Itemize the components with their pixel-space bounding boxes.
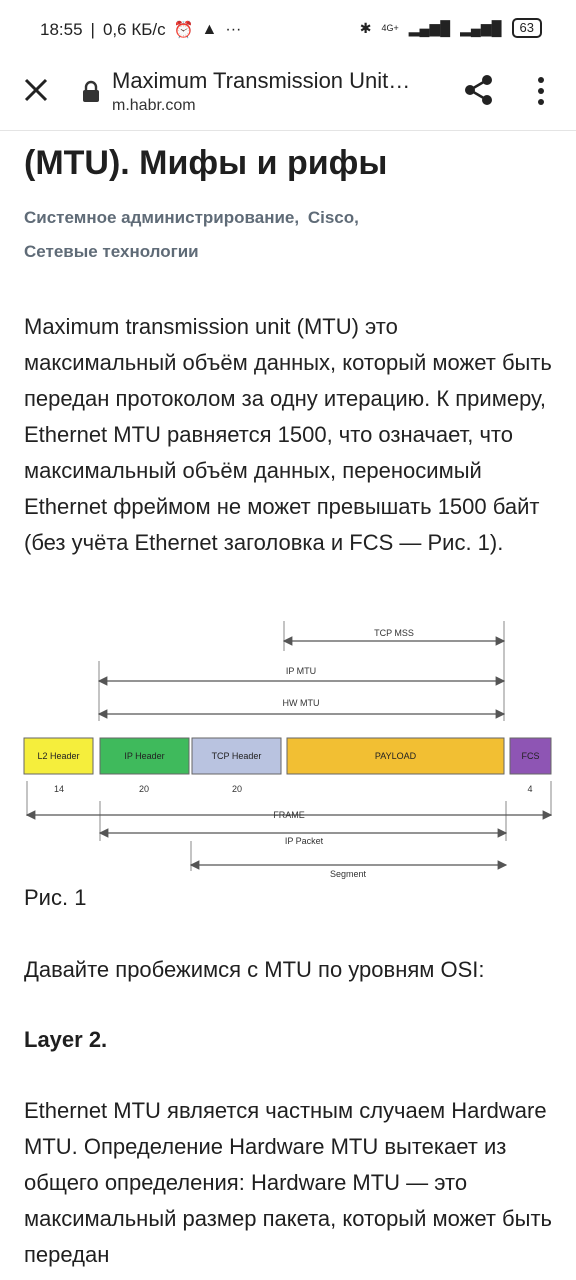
section-heading: Layer 2. xyxy=(24,1027,108,1052)
network-speed: 0,6 КБ/с xyxy=(102,20,166,39)
tag-link[interactable]: Cisco, xyxy=(307,208,359,227)
tag-link[interactable]: Сетевые технологии xyxy=(24,242,199,261)
article-title: (MTU). Мифы и рифы xyxy=(24,144,388,182)
ip-packet-label: IP Packet xyxy=(284,836,324,846)
frame-block-size: 4 xyxy=(527,784,533,794)
hw-mtu-label: HW MTU xyxy=(282,698,320,708)
alarm-icon: ⏰ xyxy=(173,22,194,39)
frame-block-label: L2 Header xyxy=(37,751,80,761)
lock-icon[interactable] xyxy=(82,81,100,103)
share-icon[interactable] xyxy=(464,74,494,106)
signal-icon-2: ▂▄▆█ xyxy=(460,19,502,36)
figure-caption: Рис. 1 xyxy=(24,885,87,910)
bluetooth-icon: ✱ xyxy=(359,19,372,36)
frame-block-label: PAYLOAD xyxy=(374,751,417,761)
frame-block-label: IP Header xyxy=(124,751,165,761)
tcp-mss-label: TCP MSS xyxy=(374,628,414,638)
more-notifications-icon: ··· xyxy=(225,21,242,38)
frame-label: FRAME xyxy=(273,810,305,820)
clock: 18:55 xyxy=(40,20,83,39)
frame-block-size: 14 xyxy=(53,784,65,794)
ip-mtu-label: IP MTU xyxy=(285,666,317,676)
more-menu-icon[interactable] xyxy=(535,76,547,106)
browser-toolbar xyxy=(0,62,576,128)
status-left: 18:55 | 0,6 КБ/с ⏰ ▲ ··· xyxy=(40,20,242,39)
battery-icon: 63 xyxy=(512,18,542,38)
frame-blocks xyxy=(24,738,551,794)
close-icon[interactable] xyxy=(22,76,50,104)
article-tags xyxy=(24,201,556,269)
article-paragraph: Maximum transmission unit (MTU) это максимальный объём данных, который может быть передан протоколом за одну итерацию. К примеру, Ethernet MTU равняется 1500, что означает, что максимальный объём данных, переносимый Ethernet фреймом не может превышать 1500 байт (без учёта Ethernet заголовка и FCS — Рис. 1). xyxy=(24,314,552,555)
article-content xyxy=(24,131,556,1267)
network-type: 4G+ xyxy=(381,23,399,33)
page-title[interactable]: Maximum Transmission Unit… xyxy=(112,68,411,93)
segment-label: Segment xyxy=(329,869,367,879)
status-right xyxy=(360,18,542,38)
app-notification-icon: ▲ xyxy=(201,21,218,38)
page-url[interactable]: m.habr.com xyxy=(112,97,196,114)
tag-link[interactable]: Системное администрирование, xyxy=(24,208,300,227)
frame-block-size: 20 xyxy=(231,784,243,794)
signal-icon: ▂▄▆█ xyxy=(408,19,451,36)
frame-block-label: TCP Header xyxy=(211,751,262,761)
frame-block-size: 20 xyxy=(138,784,150,794)
mtu-diagram xyxy=(24,621,556,879)
frame-block-label: FCS xyxy=(521,751,540,761)
article-paragraph: Ethernet MTU является частным случаем Hardware MTU. Определение Hardware MTU вытекает из общего определения: Hardware MTU — это максимальный размер пакета, который может быть передан xyxy=(24,1098,552,1267)
status-bar xyxy=(0,0,576,62)
article-paragraph: Давайте пробежимся с MTU по уровням OSI: xyxy=(24,957,485,982)
